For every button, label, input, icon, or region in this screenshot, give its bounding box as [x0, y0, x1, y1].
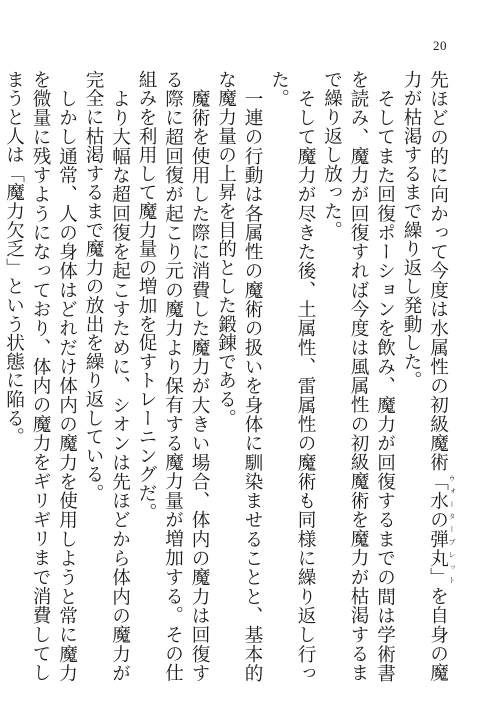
ruby-water-bullet — [427, 471, 456, 587]
vertical-text-body — [3, 70, 456, 682]
paragraph-6: より大幅な超回復を起こすために、シオンは先ほどから体内の魔力が完全に枯渇するまで魔力の放出を繰り返している。 — [83, 70, 131, 682]
paragraph-5: 魔術を使用した際に消費した魔力が大きい場合、体内の魔力は回復する際に超回復が起こり元の魔力より保有する魔力量が増加する。その仕組みを利用して魔力量の増加を促すトレーニングだ。 — [136, 70, 210, 682]
paragraph-7: しかし通常、人の身体はどれだけ体内の魔力を使用しようと常に魔力を微量に残すようになっており、体内の魔力をギリギリまで消費してしまうと人は「魔力欠乏」という状態に陥る。 — [3, 70, 78, 682]
paragraph-4: 一連の行動は各属性の魔術の扱いを身体に馴染ませることと、基本的な魔力量の上昇を目的とした鍛錬である。 — [215, 70, 263, 682]
ruby-reading: ウォーターブレット — [448, 471, 456, 587]
paragraph-1-after: を自身の魔力が枯渇するまで繰り返し発動した。 — [401, 70, 449, 682]
paragraph-3: そして魔力が尽きた後、土属性、雷属性の魔術も同様に繰り返し行った。 — [268, 70, 316, 682]
paragraph-1 — [398, 70, 457, 682]
ruby-base: 「水の弾丸」 — [427, 471, 449, 587]
paragraph-2: そしてまた回復ポーションを飲み、魔力が回復するまでの間は学術書を読み、魔力が回復すれば今度は風属性の初級魔術を魔力が枯渇するまで繰り返し放った。 — [321, 70, 396, 682]
paragraph-1-before: 先ほどの的に向かって今度は水属性の初級魔術 — [427, 70, 449, 472]
page-number: 20 — [433, 38, 447, 53]
